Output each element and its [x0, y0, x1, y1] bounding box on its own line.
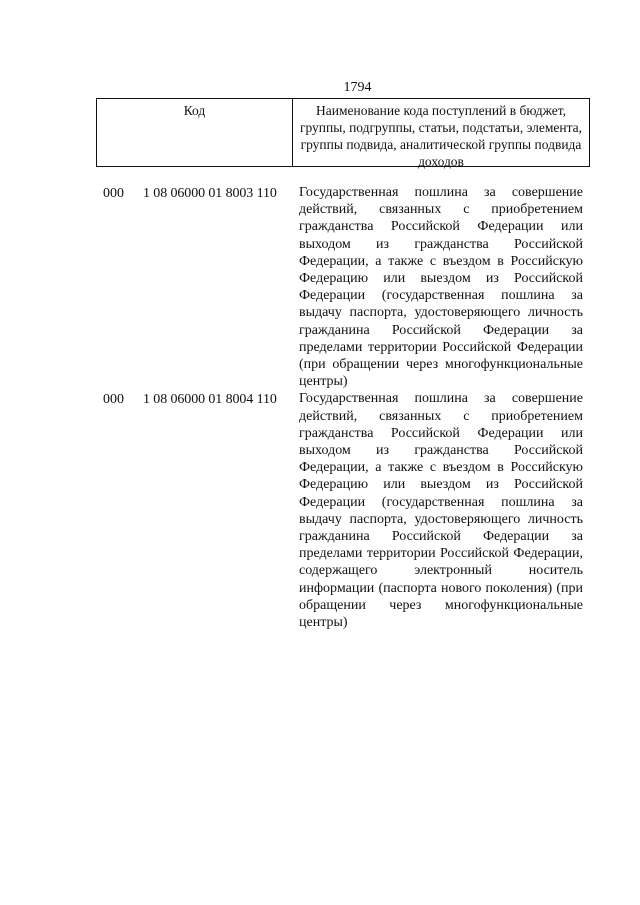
page-number: 1794 — [343, 80, 372, 95]
table-row — [0, 390, 640, 631]
revenue-code: 1 08 06000 01 8004 110 — [143, 392, 277, 408]
admin-code: 000 — [103, 186, 124, 201]
header-table — [96, 98, 590, 167]
revenue-code: 1 08 06000 01 8003 110 — [143, 186, 277, 201]
revenue-description: Государственная пошлина за совершение действий, связанных с приобретением гражданства Российской Федерации или выходом из гражданства Российской Федерации, а также с въездом в Российскую Федерацию или выездом из Российской Федерации (государственная пошлина за выдачу паспорта, удостоверяющего личность гражданина Российской Федерации за пределами территории Российской Федерации (при обращении через многофункциональные центры) — [299, 185, 583, 390]
header-code-label: Код — [97, 99, 293, 166]
revenue-code-list — [0, 184, 640, 631]
admin-code: 000 — [103, 392, 124, 408]
revenue-description: Государственная пошлина за совершение действий, связанных с приобретением гражданства Российской Федерации или выходом из гражданства Российской Федерации, а также с въездом в Российскую Федерацию или выездом из Российской Федерации (государственная пошлина за выдачу паспорта, удостоверяющего личность гражданина Российской Федерации за пределами территории Российской Федерации, содержащего электронный носитель информации (паспорта нового поколения) (при обращении через многофункциональные центры) — [299, 391, 583, 631]
table-row — [0, 184, 640, 390]
header-name-label: Наименование кода поступлений в бюджет, группы, подгруппы, статьи, подстатьи, элемента, группы подвида, аналитической группы подвида доходов — [299, 103, 583, 169]
